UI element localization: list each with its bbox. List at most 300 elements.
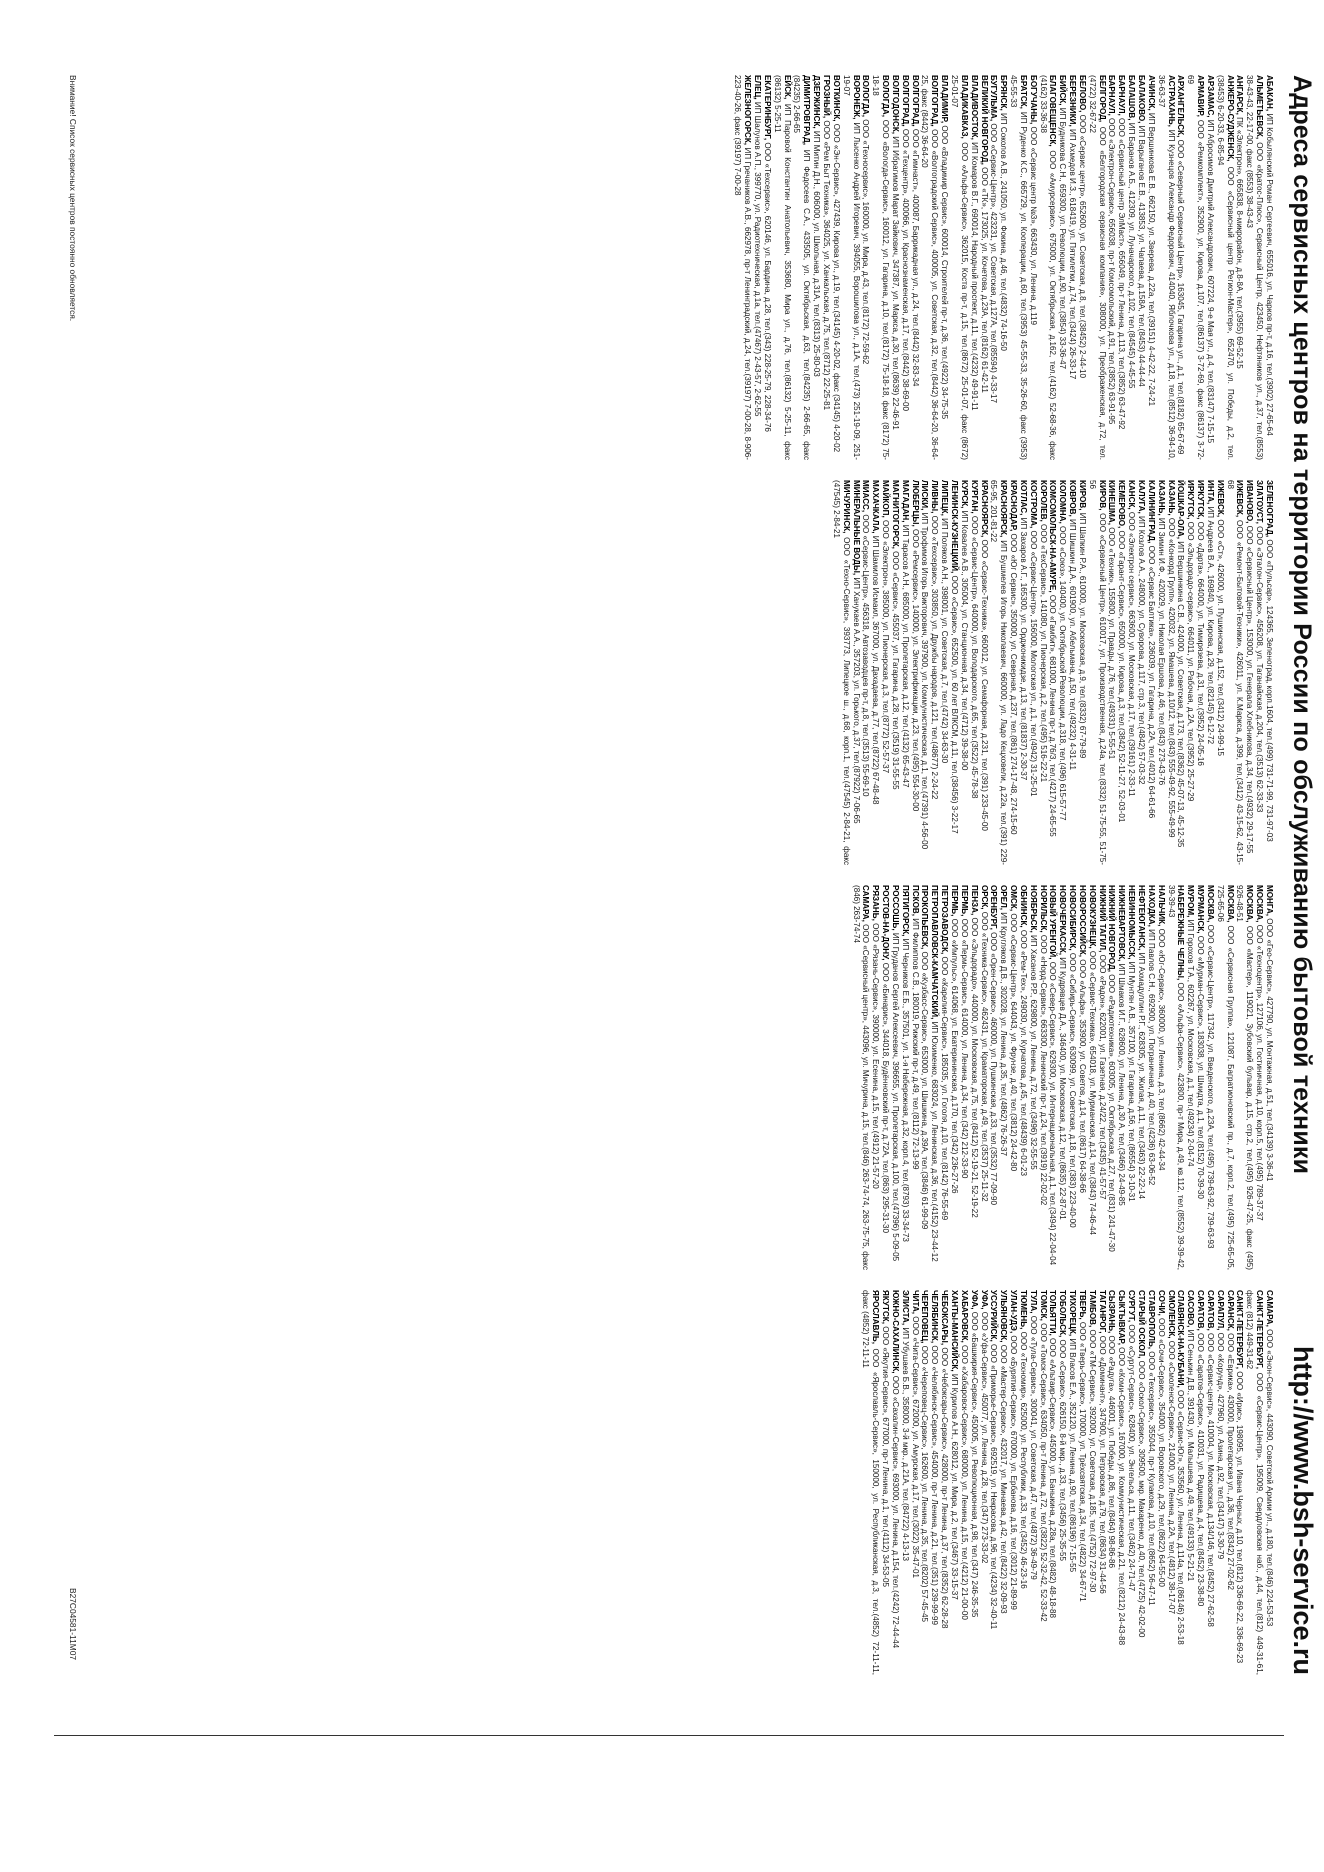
service-center-entry: [929, 480, 939, 865]
service-center-entry: [1038, 75, 1058, 460]
center-details: ООО «Орен-Сервис», 460000, ул. Пушкинская, д.33, тел.(3532) 77-09-90: [989, 929, 999, 1205]
center-details: ООО «Пермь-Сервис», 614000, ул. Ленина, д.34, тел.(342) 212-33-90: [959, 916, 969, 1179]
service-center-entry: [831, 480, 851, 865]
center-details: ООО «Техник», 155800, ул. Правды, д.76, тел.(49331) 5-55-51: [1107, 524, 1117, 760]
service-center-entry: [1156, 885, 1166, 1270]
service-center-entry: [1087, 480, 1107, 865]
city-name: ВЛАДИКАВКАЗ,: [959, 75, 969, 139]
center-details: ИП Козлов А.А., 248000, ул. Суворова, д.117, стр.3, тел.(4842) 57-03-32: [1137, 513, 1147, 785]
service-center-entry: [1156, 480, 1166, 865]
city-name: НАЛЬЧИК,: [1156, 885, 1166, 927]
service-center-entry: [1067, 1290, 1077, 1675]
city-name: ОБНИНСК,: [1018, 885, 1028, 928]
city-name: ОРСК,: [979, 885, 989, 910]
city-name: НИЖНИЙ ТАГИЛ,: [1097, 885, 1107, 953]
center-details: ООО «Чебоксары-Сервис», 428000, пр-т Ленина, д.37, тел.(8352) 62-28-28: [940, 1345, 950, 1629]
center-details: ООО «Рязань-Сервис», 390000, ул. Есенина, д.15, тел.(4912) 21-57-20: [871, 920, 881, 1189]
city-name: НАХОДКА,: [1146, 885, 1156, 927]
center-details: ООО «Уфа-Сервис», 450077, ул. Ленина, д.28, тел.(347) 273-33-02: [979, 1309, 989, 1564]
city-name: СТАРЫЙ ОСКОЛ,: [1137, 1290, 1147, 1359]
city-name: ЕКАТЕРИНБУРГ,: [762, 75, 772, 141]
city-name: КИРОВ,: [1077, 480, 1087, 511]
city-name: УЛЬЯНОВСК,: [999, 1290, 1009, 1343]
city-name: ПЯТИГОРСК,: [900, 885, 910, 937]
city-name: СЫКТЫВКАР,: [1117, 1290, 1127, 1345]
city-name: НЕФТЕЮГАНСК,: [1137, 885, 1147, 951]
service-center-entry: [1235, 75, 1245, 460]
center-details: ООО «Гимнаст», 400087, Баррикадная ул., д.24, тел.(8442) 32-83-34: [910, 126, 920, 387]
service-center-entry: [851, 885, 871, 1270]
service-center-entry: [1185, 1290, 1195, 1675]
center-details: ООО «ТМ-Сервис», 392000, ул. Советская, д.185, тел.(4752) 72-97-30: [1087, 1327, 1097, 1593]
service-center-entry: [1117, 885, 1127, 1270]
center-details: ООО «Техника-Сервис», 462431, ул. Краматорская, д.49, тел.(3537) 25-11-32: [979, 909, 989, 1202]
service-center-entry: [910, 480, 920, 865]
center-details: ИП Кузнецов Александр Федорович, 414040, Яблочкова ул., д.18, тел.(8512) 36-94-10, 36-63-37: [1156, 75, 1176, 460]
city-name: ЛИПЕЦК,: [940, 480, 950, 516]
center-details: ООО «Электрон сервис», 663600, ул. Московская, д.17, тел.(39161) 2-33-11: [1127, 509, 1137, 797]
center-details: ООО «Север-Сервис», 629300, ул. Интернациональная, д.1, тел.(3494) 22-04-04: [1048, 959, 1058, 1266]
service-center-entry: [969, 885, 979, 1270]
city-name: МОСКВА,: [1205, 885, 1215, 923]
center-details: ООО «Мастер», 119021, Зубовский бульвар, д.15, стр.2, тел.(495) 926-47-25, факс (495) 926-48-51: [1235, 885, 1255, 1270]
city-name: ЗЕЛЕНОГРАД,: [1265, 480, 1274, 538]
city-name: ПЕРМЬ,: [959, 885, 969, 917]
service-center-entry: [929, 885, 939, 1270]
service-center-entry: [1087, 885, 1097, 1270]
service-center-entry: [1107, 1290, 1117, 1675]
center-details: ООО «Радуга», 446001, ул. Победы, д.86, тел.(8464) 98-86-86: [1107, 1333, 1117, 1569]
center-details: ООО «Череповец-Сервис», 162600, ул. Ленина, д.35, тел.(8202) 57-45-45: [920, 1343, 930, 1623]
service-center-entry: [920, 1290, 930, 1675]
center-details: ООО «Сервис-центр», 410004, ул. Московская, д.134/146, тел.(8452) 27-62-58: [1205, 1330, 1215, 1627]
service-center-entry: [959, 480, 969, 865]
service-center-entry: [1077, 885, 1087, 1270]
service-center-entry: [1136, 885, 1146, 1270]
center-details: ООО «Сервисный центр», 443096, ул. Мичурина, д.15, тел.(846) 263-74-74, 263-75-75, факс (846) 263-74-74: [851, 885, 871, 1270]
address-column: [94, 885, 1274, 1270]
center-details: ООО «Эльдорадо-сервис», 664011, ул. Рабочая, д.2А, тел.(3952) 25-27-29: [1186, 519, 1196, 802]
service-center-entry: [762, 75, 772, 460]
service-center-entry: [870, 480, 880, 865]
center-details: ООО «ТК», 173025, ул. Кочетова, д.23А, тел.(8162) 61-42-11: [979, 164, 989, 393]
city-name: КУРГАН,: [969, 480, 979, 514]
city-name: КОВРОВ,: [1068, 480, 1078, 517]
center-details: ИП Трофимов Игорь Викторович, 397900, ул. Коммунистическая, д.1, тел.(47391) 4-56-00: [920, 510, 930, 850]
center-details: ООО «Эн-Сервис», 427439, Кирова ул., д.19, тел.(34145) 4-20-02, факс (34145) 4-20-02: [831, 121, 841, 453]
city-name: БОГУЧАНЫ,: [1028, 75, 1038, 125]
service-center-entry: [861, 480, 871, 865]
city-name: ТОЛЬЯТТИ,: [1048, 1290, 1058, 1336]
city-name: БЕЛГОРОД,: [1097, 75, 1107, 123]
city-name: ГРОЗНЫЙ,: [822, 75, 832, 119]
service-center-entry: [920, 885, 930, 1270]
city-name: ПЕТРОПАВЛОВСК-КАМЧАТСКИЙ,: [930, 885, 940, 1020]
center-details: ООО «Сервис-Техника», 660012, ул. Семафорная, д.231, тел.(391) 233-45-00: [979, 537, 989, 831]
center-details: ООО «Карелия-Сервис», 185035, ул. Гоголя, д.10, тел.(8142) 76-55-69: [940, 954, 950, 1221]
center-details: ООО «Хабаровск-Сервис», 680000, ул. Ленина, д.15, тел.(4212) 21-00-00: [959, 1342, 969, 1620]
city-name: ЖЕЛЕЗНОГОРСК,: [743, 75, 753, 146]
center-details: ООО «Техсервис», 355044, пр-т Кулакова, д.10, тел.(8652) 56-47-11: [1146, 1349, 1156, 1606]
service-center-entry: [1067, 480, 1077, 865]
service-center-entry: [1087, 1290, 1097, 1675]
cut-line: [54, 1735, 1284, 1736]
city-name: КИНЕШМА,: [1107, 480, 1117, 525]
service-center-entry: [792, 75, 812, 460]
city-name: ИНТА,: [1205, 480, 1215, 505]
service-center-entry: [939, 480, 949, 865]
center-details: ООО «Сервисный центр Регион-Мастер», 652470, ул. Победы, д.2, тел.(38453) 6-20-33, 6-85-94: [1215, 75, 1235, 460]
city-name: ИВАНОВО,: [1245, 480, 1255, 524]
city-name: ОМСК,: [1009, 885, 1019, 912]
service-center-entry: [1244, 480, 1254, 865]
city-name: УФА,: [979, 1290, 989, 1310]
city-name: КЕМЕРОВО,: [1117, 480, 1127, 529]
city-name: НАБЕРЕЖНЫЕ ЧЕЛНЫ,: [1176, 885, 1186, 981]
center-details: ООО «Коми-Сервис», 167000, ул. Коммунистическая, д.21, тел.(8212) 24-43-88: [1117, 1344, 1127, 1646]
service-center-entry: [959, 1290, 969, 1675]
center-details: ООО «Сервис-Центр», 640000, ул. Володарского, д.65, тел.(3522) 45-78-38: [969, 513, 979, 799]
city-name: БЛАГОВЕЩЕНСК,: [1048, 75, 1058, 147]
city-name: АРМАВИР,: [1196, 75, 1206, 117]
service-center-entry: [1244, 75, 1264, 460]
city-name: ЮЖНО-САХАЛИНСК,: [890, 1290, 900, 1374]
service-center-entry: [949, 885, 959, 1270]
service-center-entry: [969, 480, 979, 865]
service-center-entry: [1254, 885, 1264, 1270]
service-center-entry: [1176, 75, 1186, 460]
service-center-entry: [851, 480, 861, 865]
center-details: ИП Лысенко Андрей Игоревич, 394055, Ворошилова ул., д.1А, тел.(473) 251-19-09, 251-19-07: [841, 75, 861, 460]
service-center-entry: [979, 480, 989, 865]
center-details: ООО «Рем Быт Техника», 364025, ул. Ханкальская, д.75, тел.(8712) 22-25-81: [822, 118, 832, 411]
city-name: ДИМИТРОВГРАД,: [802, 75, 812, 145]
center-details: ООО «Импульс», 614068, ул. Екатерининская, д.170, тел.(342) 236-27-26: [950, 916, 959, 1194]
service-center-entry: [1146, 480, 1156, 865]
address-column: [94, 1290, 1274, 1675]
center-details: ООО «Техсервис», 303850, ул. Дружбы народов, д.121, тел.(48677) 2-24-22: [930, 513, 940, 800]
service-center-entry: [998, 1290, 1008, 1675]
city-name: ИЖЕВСК,: [1215, 480, 1225, 518]
city-name: НОВОЧЕРКАССК,: [1058, 885, 1068, 956]
city-name: НОВОСИБИРСК,: [1068, 885, 1078, 951]
center-details: ИП Шапкин Р.А., 610000, ул. Московская, д.9, тел.(8332) 67-79-89: [1077, 510, 1087, 759]
service-center-entry: [1195, 1290, 1205, 1675]
service-center-entry: [890, 1290, 900, 1675]
city-name: ИРКУТСК,: [1196, 480, 1206, 520]
center-details: ООО «Сервис центр», 652600, ул. Советская, д.8, тел.(38452) 2-44-10: [1077, 112, 1087, 378]
service-center-entry: [910, 75, 920, 460]
city-name: ТАМБОВ,: [1087, 1290, 1097, 1328]
service-center-entry: [1136, 480, 1146, 865]
city-name: НОВЫЙ УРЕНГОЙ,: [1048, 885, 1058, 960]
service-center-entry: [1048, 480, 1058, 865]
center-details: ООО «Техноцентр», 127106, ул. Гостиничная, д.10, корп.5, тел.(495) 789-37-37: [1255, 922, 1265, 1221]
city-name: ВОЛГОГРАД,: [900, 75, 910, 127]
center-details: ООО «Сервисный Центр», 153000, ул. Генерала Хлебникова, д.34, тел.(4932) 29-17-55: [1245, 523, 1255, 854]
city-name: МАГНИТОГОРСК,: [890, 480, 900, 549]
service-center-entry: [1185, 480, 1195, 865]
service-center-entry: [1176, 1290, 1186, 1675]
center-details: ИП Кобылянский Роман Сергеевич, 655016, ул. Чарков пр-т, д.16, тел.(3902) 27-65-64: [1265, 111, 1274, 436]
service-center-entry: [1008, 1290, 1018, 1675]
service-center-entry: [900, 885, 910, 1270]
city-name: ВОЛОГДА,: [881, 75, 891, 117]
city-name: САРАТОВ,: [1196, 1290, 1206, 1331]
service-center-entry: [1077, 1290, 1087, 1675]
center-details: ООО «Приморье-Сервис», 692519, ул. Некрасова, д.96, тел.(4234) 32-40-11: [989, 1341, 999, 1630]
center-details: ООО «Эльдорадо», 440000, ул. Московская, д.75, тел.(8412) 52-19-21, 52-19-22: [969, 915, 979, 1218]
service-center-entry: [949, 1290, 959, 1675]
service-center-entry: [1195, 480, 1205, 865]
center-details: ИП Будникова С.Н., 659300, ул. Революции, д.90, тел.(3854) 33-36-47: [1058, 105, 1068, 370]
city-name: САРАТОВ,: [1205, 1290, 1215, 1331]
city-name: РЯЗАНЬ,: [871, 885, 881, 921]
footer-note: Внимание! Список сервисных центров постоянно обновляется.: [68, 75, 78, 322]
service-center-entry: [1235, 885, 1255, 1270]
city-name: УФА,: [969, 1290, 979, 1310]
center-details: ООО «Электрон-Сервис», 656038, пр-т Комсомольский, д.91, тел.(3852) 63-91-95: [1107, 115, 1117, 425]
service-center-entry: [989, 75, 999, 460]
city-name: ХАНТЫ-МАНСИЙСК,: [950, 1290, 959, 1372]
center-details: ИП Вершинкина С.В., 424000, ул. Советская, д.173, тел.(8362) 45-07-13, 45-12-35: [1176, 539, 1186, 848]
service-center-entry: [979, 75, 989, 460]
center-details: ООО «Радон», 622001, ул. Газетная, д.24/22, тел.(3435) 41-57-57: [1097, 952, 1107, 1200]
center-details: ООО «Сургут-Сервис», 628400, ул. Энгельса, д.11, тел.(3462) 24-71-47: [1127, 1322, 1137, 1592]
center-details: ПК «Электрон», 665838, 8-микрорайон, д.8-8А, тел.(3955) 69-52-15: [1235, 114, 1245, 369]
service-center-entry: [1156, 1290, 1166, 1675]
city-name: ТЮМЕНЬ,: [1018, 1290, 1028, 1330]
service-center-entry: [1166, 480, 1176, 865]
city-name: ЭЛИСТА,: [900, 1290, 910, 1326]
service-center-entry: [1126, 75, 1136, 460]
city-name: КУРСК,: [959, 480, 969, 509]
center-details: ИП Сенькин Д.В., 391430, ул. Малышева, д.49, тел.(49133) 5-21-21: [1186, 1327, 1196, 1582]
service-center-entry: [890, 885, 900, 1270]
service-center-entry: [1008, 480, 1018, 865]
document-code: B27C04581-11M07: [68, 1588, 78, 1661]
city-name: АНЖЕРО-СУДЖЕНСК,: [1225, 75, 1235, 162]
center-details: ИП Ковалев А.В., 305004, ул. Станционная, д.34, тел.(4712) 39-38-00: [959, 508, 969, 771]
center-details: ООО «Сервисный центр ЭлМаст», 656049, пр-т Ленина, д.113, тел.(3852) 63-47-92: [1117, 115, 1127, 430]
city-name: ЙОШКАР-ОЛА,: [1176, 480, 1186, 539]
center-details: ООО «Сервис-Центр», 456318, Автозаводцев пр-т, д.8, тел.(3513) 55-69-10: [861, 512, 871, 797]
service-center-entry: [1264, 75, 1274, 460]
center-details: ИП Федосеев С.А., 433505, ул. Октябрьская, д.63, тел.(84235) 2-66-65, факс (84235) 2-66-65: [792, 75, 812, 460]
service-center-entry: [1057, 480, 1067, 865]
center-details: ИП Шмаков И.Г., 628600, ул. Ленина, д.30 А, тел.(3466) 24-49-85: [1117, 961, 1127, 1206]
city-name: КРАСНОЯРСК,: [979, 480, 989, 538]
center-details: ООО «Томск-Сервис», 634050, пр-т Ленина, д.72, тел.(3822) 52-32-42, 52-33-42: [1038, 1320, 1048, 1622]
center-details: ИП Соколов А.В., 241050, ул. Фокина, д.46, тел.(4832) 74-16-50: [999, 110, 1009, 351]
center-details: ИП Горохов Т.А., 602267, ул. Московская, д.1, тел.(49234) 2-04-74: [1186, 917, 1196, 1167]
city-name: ЛИСКИ,: [920, 480, 930, 511]
city-name: САМАРА,: [861, 885, 871, 922]
city-name: ЛЮБЕРЦЫ,: [910, 480, 920, 527]
service-center-entry: [989, 480, 1009, 865]
center-details: ООО «Сервис-Центр», 117342, ул. Введенского, д.23А, тел.(495) 739-63-92, 739-63-93: [1205, 922, 1215, 1249]
service-center-entry: [1205, 75, 1215, 460]
center-details: ООО «ТехСервис», 141080, ул. Пионерская, д.2, тел.(495) 516-22-21: [1038, 521, 1048, 783]
center-details: ООО «Амурсервис», 675000, ул. Октябрьская, д.162, тел.(4162) 52-68-36, факс (4162) 33-36-38: [1038, 75, 1058, 460]
center-details: ИП Комаров В.Г., 690014, Народный проспект, д.11, тел.(4232) 49-91-11: [969, 139, 979, 411]
center-details: ООО «Кратос-Плюс», Сервисный Центр, 423450, Нефтяников ул., д.37, тел.(8553) 38-43-43, 22-17-00, факс (8553) 38-43-43: [1245, 75, 1265, 460]
service-center-entry: [979, 1290, 989, 1675]
service-center-entry: [733, 75, 753, 460]
city-name: САСОВО,: [1186, 1290, 1196, 1328]
center-details: ООО «Ирис», 198095, ул. Ивана Черных, д.10, тел.(812) 336-69-22, 336-69-23: [1235, 1369, 1245, 1664]
center-details: ООО «Кузбасс-Сервис», 653000, ул. Шишкина, д.39А, тел.(3846) 61-99-09: [920, 949, 930, 1230]
city-name: ПЕРМЬ,: [950, 885, 959, 917]
city-name: ВЕЛИКИЙ НОВГОРОД,: [979, 75, 989, 165]
city-name: МОСКВА,: [1245, 885, 1255, 923]
city-name: ТУЛА,: [1028, 1290, 1038, 1314]
center-details: ИП Хасанов Р.Р., 629800, ул. Ленина, д.72, тел.(3496) 32-55-55: [1028, 932, 1038, 1170]
city-name: БАЛАКОВО,: [1137, 75, 1147, 124]
city-name: РОСТОВ-НА-ДОНУ,: [881, 885, 891, 961]
service-center-entry: [1185, 885, 1195, 1270]
service-center-entry: [1136, 1290, 1146, 1675]
service-center-entry: [1146, 1290, 1156, 1675]
center-details: ООО «Чита-Сервис», 672000, ул. Амурская, д.17, тел.(3022) 35-47-01: [910, 1314, 920, 1578]
city-name: ТАГАНРОГ,: [1097, 1290, 1107, 1334]
center-details: ООО «Техсервис», 620146, ул. Бардина, д.28, тел.(343) 228-25-79, 228-34-76: [762, 140, 772, 432]
center-details: ООО «Сервис», 455037, ул. Гагарина, д.28, тел.(3519) 31-55-55: [890, 548, 900, 790]
city-name: НИЖНЕВАРТОВСК,: [1117, 885, 1127, 962]
service-center-entry: [1117, 480, 1127, 865]
center-details: ООО «Сахалин-Сервис», 693000, ул. Ленина, д.154, тел.(4242) 72-44-44: [890, 1373, 900, 1649]
city-name: КРАСНОДАР,: [1009, 480, 1019, 532]
address-columns: [94, 75, 1274, 1675]
center-details: ИП Паровой Константин Анатольевич, 353680, Мира ул., д.76, тел.(86132) 5-25-11, факс (86132) 5-25-11: [772, 75, 792, 460]
service-center-entry: [1136, 75, 1146, 460]
city-name: ПЕНЗА,: [969, 885, 979, 916]
center-details: ООО «Волгоградский Сервис», 400005, ул. Советская, д.32, тел.(8442) 36-64-20, 36-64-25, факс (8442) 36-64-20: [920, 75, 940, 460]
service-center-entry: [1146, 885, 1156, 1270]
center-details: ООО «Эталон-Сервис», 456208, ул. Таганайская, д.204, тел.(3513) 62-33-33: [1255, 523, 1265, 813]
city-name: ИЖЕВСК,: [1235, 480, 1245, 518]
center-details: ООО «Гео-Сервис», 427790, ул. Монтажная, д.51, тел.(34139) 3-36-41: [1265, 916, 1274, 1182]
service-center-entry: [1235, 1290, 1245, 1675]
service-center-entry: [1077, 480, 1087, 865]
service-center-entry: [1097, 1290, 1107, 1675]
service-center-entry: [880, 480, 890, 865]
city-name: ВОЛГОГРАД,: [910, 75, 920, 127]
service-center-entry: [880, 885, 890, 1270]
address-column: [94, 75, 1274, 460]
service-center-entry: [841, 75, 861, 460]
city-name: КАНСК,: [1127, 480, 1137, 510]
service-center-entry: [1244, 1290, 1264, 1675]
service-center-entry: [752, 75, 762, 460]
center-details: ООО «Техно-Сервис», 393773, Липецкое ш., д.68, корп.1, тел.(47545) 2-84-21, факс (47545) 2-84-21: [831, 480, 851, 865]
city-name: КАЛИНИНГРАД,: [1146, 480, 1156, 544]
city-name: ИРКУТСК,: [1186, 480, 1196, 520]
service-center-entry: [1057, 75, 1067, 460]
service-center-entry: [939, 885, 949, 1270]
service-center-entry: [1028, 480, 1038, 865]
page-title: Адреса сервисных центров на территории России по обслуживанию бытовой техники: [1288, 75, 1316, 1175]
service-center-entry: [1008, 75, 1028, 460]
city-name: СОЧИ,: [1156, 1290, 1166, 1316]
center-details: ООО «Сервис-Центр», 423231, ул. Советская, д.127А, тел.(85594) 4-33-17: [989, 121, 999, 403]
city-name: ДЗЕРЖИНСК,: [812, 75, 822, 129]
center-details: ООО «Техцентр», 400066, ул. Краснознаменская, д.17, тел.(8442) 38-69-00: [900, 126, 910, 412]
city-name: АБАКАН,: [1265, 75, 1274, 112]
city-name: НИЖНИЙ НОВГОРОД,: [1107, 885, 1117, 972]
service-center-entry: [949, 75, 969, 460]
city-name: ОРЕЛ,: [999, 885, 1009, 911]
service-center-entry: [1028, 1290, 1038, 1675]
center-details: ООО «Юг-Сервис», 360000, ул. Ленина, д.3, тел.(8662) 42-44-34: [1156, 926, 1166, 1171]
service-center-entry: [1264, 480, 1274, 865]
center-details: ООО «Оскол-Сервис», 309500, мкр. Макаренко, д.40, тел.(4725) 42-02-00: [1137, 1358, 1147, 1638]
city-name: КРАСНОЯРСК,: [999, 480, 1009, 538]
center-details: ИП Власов Е.А., 352120, ул. Ленина, д.90, тел.(86196) 7-15-55: [1068, 1336, 1078, 1573]
service-center-entry: [989, 885, 999, 1270]
center-details: ООО «Ремсервис», 140000, ул. Электрификации, д.23, тел.(495) 554-30-00: [910, 526, 920, 812]
center-details: ИП Тарасов А.Н., 685000, ул. Пролетарская, д.12, тел.(4132) 65-43-47: [900, 522, 910, 788]
center-details: ООО «Норд-Сервис», 663300, Ленинский пр-т, д.24, тел.(3919) 22-02-02: [1038, 932, 1048, 1206]
service-center-entry: [880, 1290, 890, 1675]
center-details: ООО «Сервис-Центр», 644043, ул. Фрунзе, д.40, тел.(3812) 24-42-80: [1009, 911, 1019, 1172]
center-details: ООО «Владимир Сервис», 600014, Строителей пр-т, д.36, тел.(4922) 34-75-35: [940, 123, 950, 420]
service-center-entry: [929, 1290, 939, 1675]
center-details: ИП Филиппов С.В., 180019, Рижский пр-т, д.49, тел.(8112) 72-13-99: [910, 916, 920, 1170]
service-center-entry: [1215, 885, 1235, 1270]
city-name: БЕРЕЗНИКИ,: [1068, 75, 1078, 127]
service-center-entry: [1156, 75, 1176, 460]
city-name: ТВЕРЬ,: [1077, 1290, 1087, 1320]
center-details: ИП Шамилов Исмаил, 367000, ул. Дахадаева, д.77, тел.(8722) 67-48-48: [871, 533, 881, 805]
center-details: ООО «Альфа-Сервис», 423800, пр-т Мира, д.49, кв.112, тел.(8552) 39-39-42, 39-39-43: [1166, 885, 1186, 1270]
center-details: ООО «Конкорд Групп», 420032, ул. Ямашева, д.10/12, тел.(843) 555-49-92, 555-49-99: [1166, 515, 1176, 838]
city-name: ВОТКИНСК,: [831, 75, 841, 122]
center-details: ООО «Челябинск-Сервис», 454000, пр-т Ленина, д.21, тел.(351) 239-99-99: [930, 1343, 940, 1625]
center-details: ООО «Техномир», 625000, ул. Республики, д.33, тел.(3452) 46-23-16: [1018, 1329, 1028, 1589]
service-center-entry: [1225, 480, 1245, 865]
service-center-entry: [900, 75, 910, 460]
center-details: ИП Юхименко, 683024, ул. Ленинская, д.36, тел.(4152) 23-44-12: [930, 1019, 940, 1262]
center-details: ИП Кругляков Д.В., 302028, ул. Ленина, д.35, тел.(4862) 76-26-37: [999, 910, 1009, 1156]
center-details: ИП Митин Д.Н., 606000, ул. Школьная, д.31А, тел.(8313) 25-80-03: [812, 128, 822, 377]
service-center-entry: [1038, 480, 1048, 865]
center-details: ООО «Ремонт-Бытовой-Техники», 426011, ул. К.Маркса, д.399, тел.(3412) 43-15-62, 43-15-68: [1225, 480, 1245, 865]
service-center-entry: [1205, 885, 1215, 1270]
service-center-entry: [1028, 885, 1038, 1270]
center-details: ИП Павлов С.Н., 692900, ул. Пограничная, д.40, тел.(4236) 63-06-52: [1146, 926, 1156, 1186]
center-details: ИП Гречаников А.В., 662978, пр-т Ленинградский, д.24, тел.(39197) 7-00-28, 8-906-223-40-26, факс (39197) 7-00-28: [733, 75, 753, 460]
city-name: ТИХОРЕЦК,: [1068, 1290, 1078, 1337]
center-details: ООО «Пульсар», 124365, Зеленоград, корп.1604, тел.(499) 731-71-99, 731-97-03: [1265, 537, 1274, 842]
center-details: ИП Убушаев Б.В., 358000, 3-й мкр., д.21А, тел.(84722) 4-13-13: [900, 1325, 910, 1562]
city-name: СЛАВЯНСК-НА-КУБАНИ,: [1176, 1290, 1186, 1388]
service-center-entry: [870, 885, 880, 1270]
city-name: МОНГА,: [1265, 885, 1274, 917]
center-details: ООО «Юг Сервис», 350000, ул. Северная, д.237, тел.(861) 274-17-48, 274-15-60: [1009, 531, 1019, 835]
center-details: ИП Андреев В.А., 169840, ул. Кирова, д.29, тел.(82145) 6-12-72: [1205, 504, 1215, 745]
center-details: ООО «Энон-Сервис», 443090, Советской Армии ул., д.180, тел.(846) 224-53-53: [1265, 1326, 1274, 1627]
city-name: ЧЕРЕПОВЕЦ,: [920, 1290, 930, 1344]
service-center-entry: [1264, 885, 1274, 1270]
center-details: ИП Ахмедов И.З., 618419, ул. Пятилетки, д.74, тел.(3424) 26-33-17: [1068, 126, 1078, 380]
center-details: ООО «Саратов-Сервис», 410031, ул. Радищева, д.4, тел.(8452) 23-38-80: [1196, 1330, 1206, 1607]
city-name: ВОЛГОДОНСК,: [890, 75, 900, 135]
city-name: БАРНАУЛ,: [1107, 75, 1117, 116]
service-center-entry: [959, 885, 969, 1270]
service-center-entry: [1146, 75, 1156, 460]
city-name: КОМСОМОЛЬСК-НА-АМУРЕ,: [1048, 480, 1058, 593]
